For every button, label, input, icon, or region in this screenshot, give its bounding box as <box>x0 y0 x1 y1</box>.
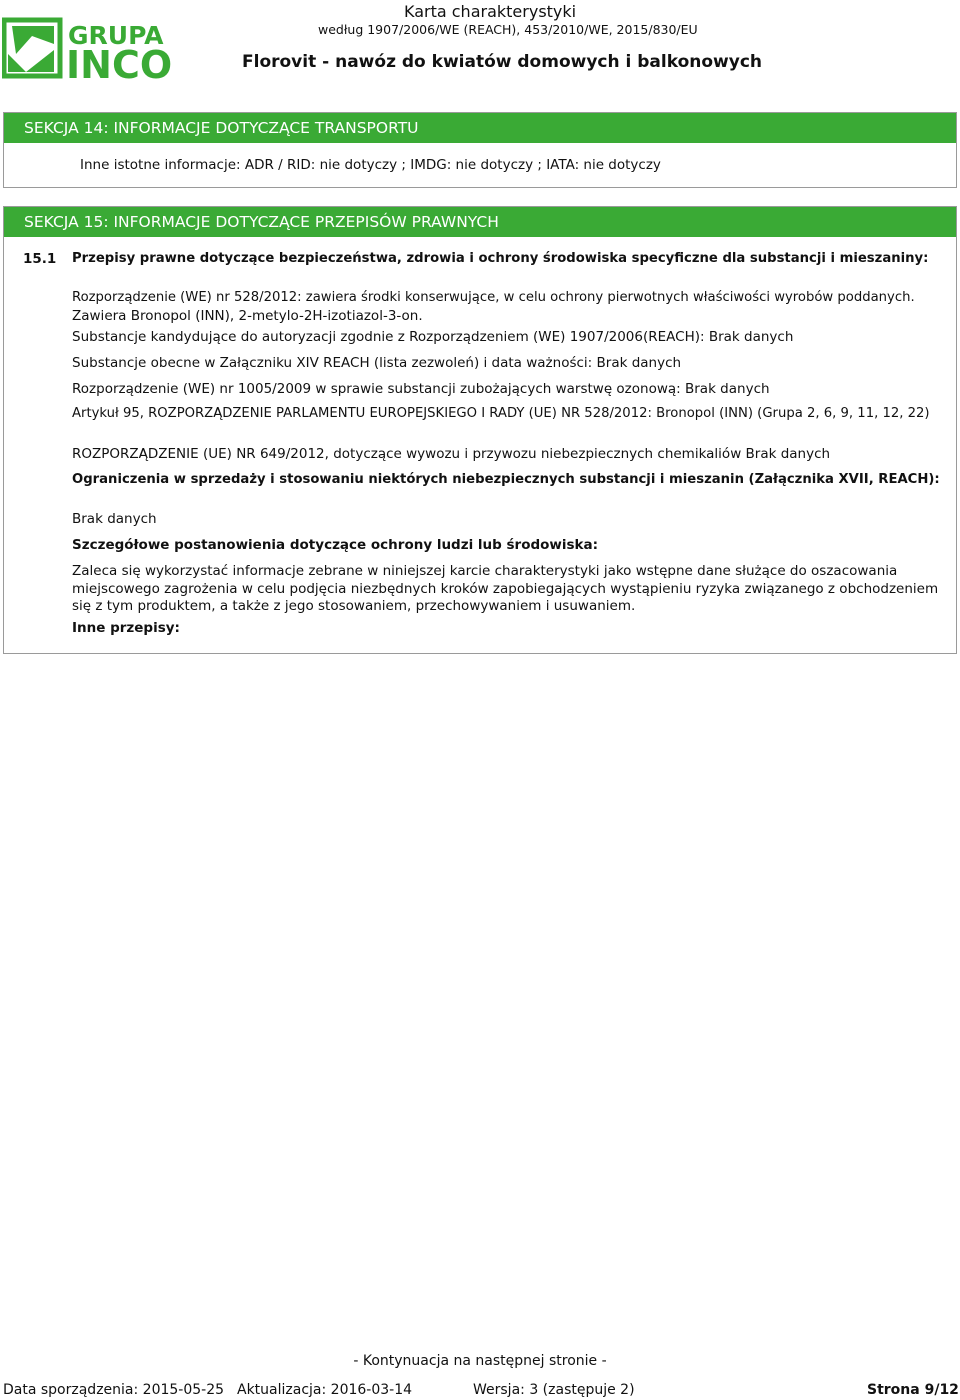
subsection-title: Przepisy prawne dotyczące bezpieczeństwa, zdrowia i ochrony środowiska specyficzne dla substancji i mieszaniny: <box>72 251 929 266</box>
regulation-528-line2: Zawiera Bronopol (INN), 2-metylo-2H-izotiazol-3-on. <box>72 308 423 324</box>
ozone-regulation: Rozporządzenie (WE) nr 1005/2009 w sprawie substancji zubożających warstwę ozonową: Brak danych <box>72 381 770 397</box>
section-14-heading: SEKCJA 14: INFORMACJE DOTYCZĄCE TRANSPORTU <box>4 113 956 143</box>
continuation-note: - Kontynuacja na następnej stronie - <box>353 1353 607 1369</box>
document-title: Karta charakterystyki <box>404 2 577 21</box>
transport-other-info: Inne istotne informacje: ADR / RID: nie dotyczy ; IMDG: nie dotyczy ; IATA: nie dotyczy <box>80 157 661 173</box>
logo-text-grupa: GRUPA <box>68 21 164 50</box>
restrictions-value: Brak danych <box>72 511 157 527</box>
annex-xiv-substances: Substancje obecne w Załączniku XIV REACH (lista zezwoleń) i data ważności: Brak danych <box>72 355 682 371</box>
version-info: Wersja: 3 (zastępuje 2) <box>473 1382 635 1398</box>
page-header <box>0 0 960 100</box>
grupa-inco-logo <box>2 14 182 84</box>
article-95: Artykuł 95, ROZPORZĄDZENIE PARLAMENTU EUROPEJSKIEGO I RADY (UE) NR 528/2012: Bronopol (INN) (Grupa 2, 6, 9, 11, 12, 22) <box>72 406 930 421</box>
logo-text-inco: INCO <box>66 43 173 84</box>
other-regulations-title: Inne przepisy: <box>72 620 180 636</box>
page-number: Strona 9/12 <box>867 1382 959 1398</box>
update-date: Aktualizacja: 2016-03-14 <box>237 1382 413 1398</box>
candidate-substances: Substancje kandydujące do autoryzacji zgodnie z Rozporządzeniem (WE) 1907/2006(REACH): Brak danych <box>72 329 794 345</box>
regulation-reference: według 1907/2006/WE (REACH), 453/2010/WE, 2015/830/EU <box>318 22 698 37</box>
detailed-provisions-text: Zaleca się wykorzystać informacje zebrane w niniejszej karcie charakterystyki jako wstępne dane służące do oszacowania miejscowego zagrożenia w celu podjęcia niezbędnych kroków zapobiegających wystąpieniu ryzyka związanego z obchodzeniem się z tym produktem, a także z jego stosowaniem, przechowywaniem i usuwaniem. <box>72 563 939 614</box>
page-footer <box>0 1382 960 1400</box>
restrictions-title: Ograniczenia w sprzedaży i stosowaniu niektórych niebezpiecznych substancji i mieszanin (Załącznika XVII, REACH): <box>72 472 940 487</box>
subsection-number: 15.1 <box>23 251 57 267</box>
creation-date: Data sporządzenia: 2015-05-25 <box>3 1382 225 1398</box>
section-15-heading: SEKCJA 15: INFORMACJE DOTYCZĄCE PRZEPISÓW PRAWNYCH <box>4 207 956 237</box>
detailed-provisions-title: Szczegółowe postanowienia dotyczące ochrony ludzi lub środowiska: <box>72 537 599 553</box>
product-name: Florovit - nawóz do kwiatów domowych i balkonowych <box>242 52 763 72</box>
regulation-528-line1: Rozporządzenie (WE) nr 528/2012: zawiera środki konserwujące, w celu ochrony pierwotnych właściwości wyrobów poddanych. <box>72 290 915 305</box>
regulation-649: ROZPORZĄDZENIE (UE) NR 649/2012, dotyczące wywozu i przywozu niebezpiecznych chemikaliów Brak danych <box>72 446 831 462</box>
